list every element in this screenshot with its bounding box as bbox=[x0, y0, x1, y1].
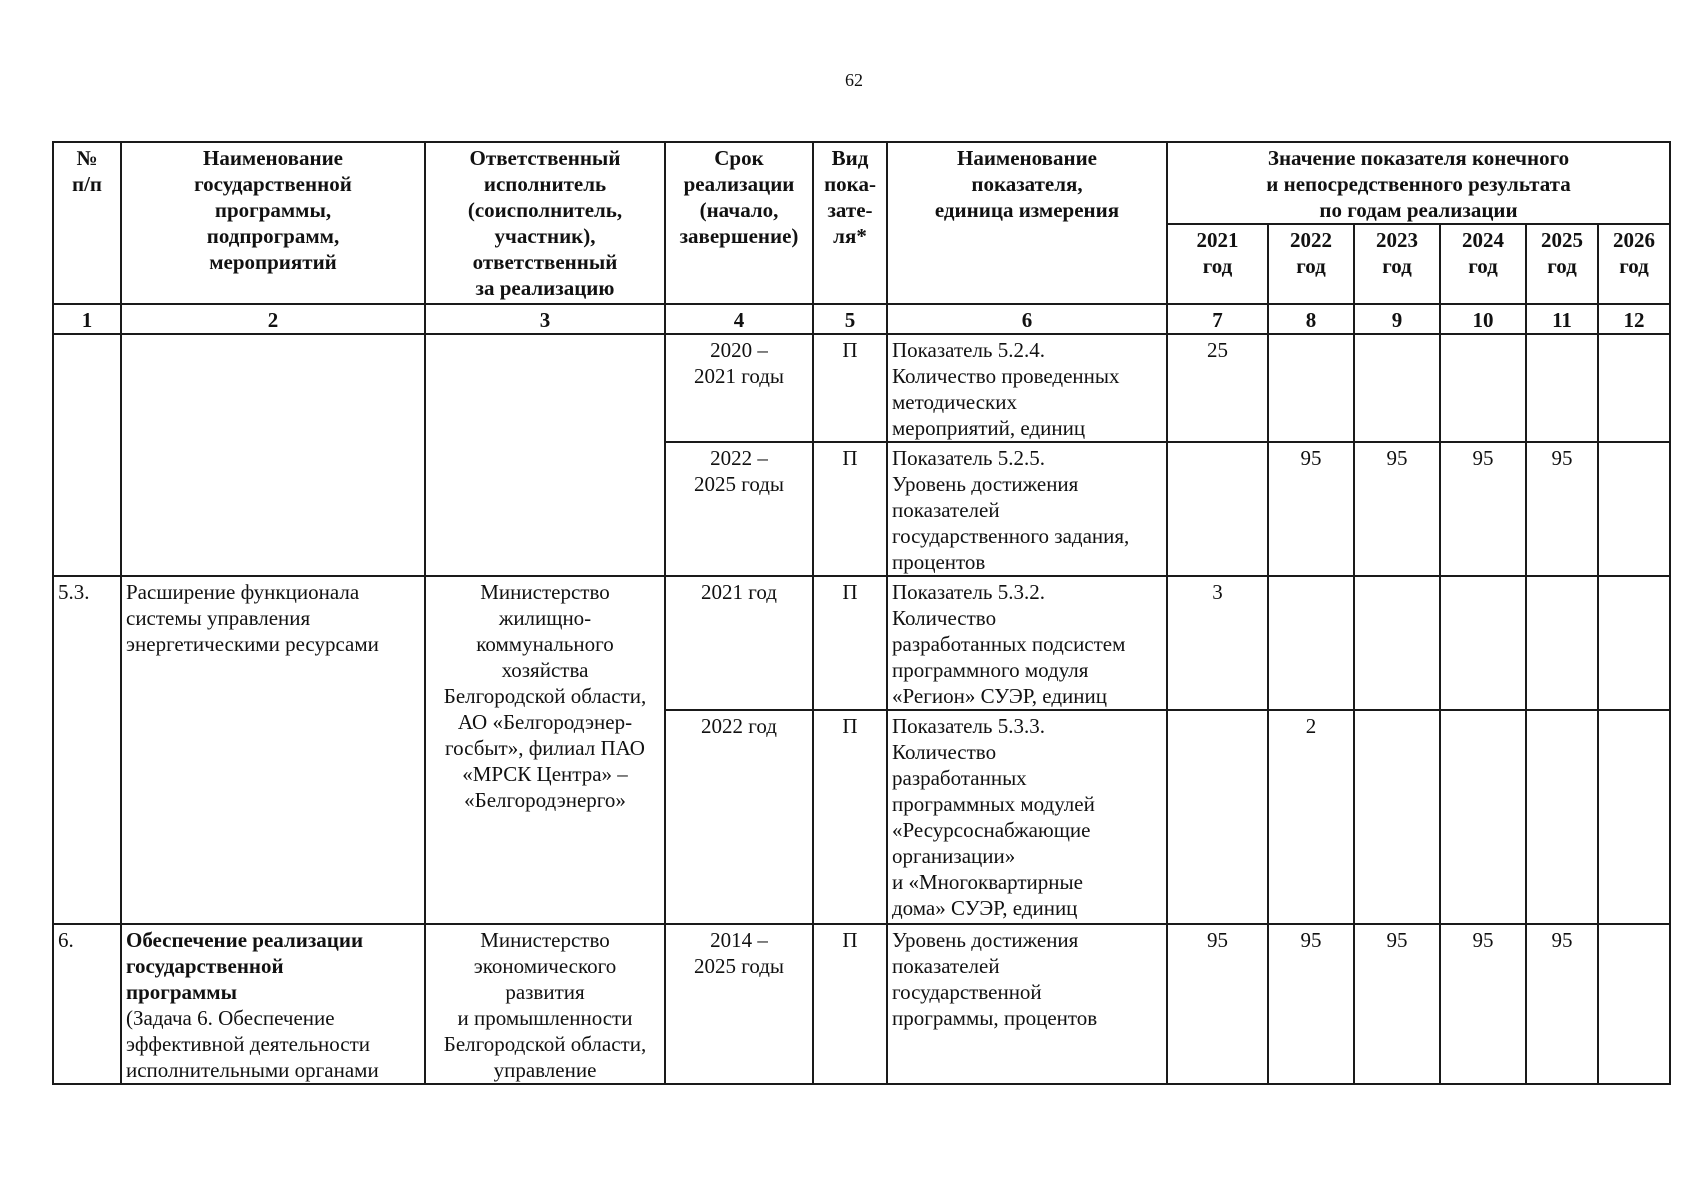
cell-indicator-type: П bbox=[813, 576, 887, 710]
cell-term: 2014 – 2025 годы bbox=[665, 924, 813, 1084]
cell-indicator-type: П bbox=[813, 924, 887, 1084]
cell-value-2025 bbox=[1526, 710, 1598, 924]
header-program-name: Наименование государственной программы, подпрограмм, мероприятий bbox=[121, 142, 425, 304]
column-number: 8 bbox=[1268, 304, 1354, 334]
header-year: 2021 год bbox=[1167, 224, 1268, 304]
cell-indicator-type: П bbox=[813, 710, 887, 924]
cell-responsible: Министерство экономического развития и промышленности Белгородской области, управление bbox=[425, 924, 665, 1084]
table-row bbox=[53, 924, 1670, 1084]
cell-value-2026 bbox=[1598, 710, 1670, 924]
column-number: 6 bbox=[887, 304, 1167, 334]
cell-value-2021: 3 bbox=[1167, 576, 1268, 710]
header-year: 2023 год bbox=[1354, 224, 1440, 304]
cell-value-2022 bbox=[1268, 576, 1354, 710]
cell-value-2024 bbox=[1440, 576, 1526, 710]
column-number: 12 bbox=[1598, 304, 1670, 334]
cell-value-2024 bbox=[1440, 334, 1526, 442]
cell-program-name bbox=[121, 924, 425, 1084]
cell-value-2024: 95 bbox=[1440, 442, 1526, 576]
cell-value-2022 bbox=[1268, 334, 1354, 442]
header-year: 2024 год bbox=[1440, 224, 1526, 304]
cell-value-2026 bbox=[1598, 334, 1670, 442]
cell-value-2023 bbox=[1354, 334, 1440, 442]
cell-value-2022: 95 bbox=[1268, 442, 1354, 576]
column-number-row bbox=[53, 304, 1670, 334]
column-number: 9 bbox=[1354, 304, 1440, 334]
cell-value-2026 bbox=[1598, 442, 1670, 576]
table-header-row bbox=[53, 142, 1670, 224]
cell-value-2026 bbox=[1598, 576, 1670, 710]
cell-value-2025 bbox=[1526, 334, 1598, 442]
cell-value-2024: 95 bbox=[1440, 924, 1526, 1084]
cell-term: 2020 – 2021 годы bbox=[665, 334, 813, 442]
header-indicator-type: Вид пока- зате- ля* bbox=[813, 142, 887, 304]
cell-term: 2021 год bbox=[665, 576, 813, 710]
column-number: 2 bbox=[121, 304, 425, 334]
cell-indicator-name: Уровень достижения показателей государственной программы, процентов bbox=[887, 924, 1167, 1084]
column-number: 1 bbox=[53, 304, 121, 334]
column-number: 7 bbox=[1167, 304, 1268, 334]
cell-responsible: Министерство жилищно- коммунального хозяйства Белгородской области, АО «Белгородэнер- госбыт», филиал ПАО «МРСК Центра» – «Белгородэнерго» bbox=[425, 576, 665, 924]
cell-program-name bbox=[121, 334, 425, 576]
cell-value-2023: 95 bbox=[1354, 442, 1440, 576]
cell-term: 2022 – 2025 годы bbox=[665, 442, 813, 576]
cell-indicator-name: Показатель 5.3.2. Количество разработанных подсистем программного модуля «Регион» СУЭР, единиц bbox=[887, 576, 1167, 710]
cell-num bbox=[53, 334, 121, 576]
cell-indicator-type: П bbox=[813, 442, 887, 576]
cell-value-2025: 95 bbox=[1526, 924, 1598, 1084]
cell-value-2021: 95 bbox=[1167, 924, 1268, 1084]
header-responsible: Ответственный исполнитель (соисполнитель, участник), ответственный за реализацию bbox=[425, 142, 665, 304]
header-year: 2022 год bbox=[1268, 224, 1354, 304]
header-indicator-name: Наименование показателя, единица измерения bbox=[887, 142, 1167, 304]
program-name-bold: Обеспечение реализации государственной программы bbox=[126, 928, 364, 1004]
program-name-task: (Задача 6. Обеспечение эффективной деятельности исполнительными органами bbox=[126, 1006, 379, 1082]
column-number: 11 bbox=[1526, 304, 1598, 334]
cell-value-2022: 2 bbox=[1268, 710, 1354, 924]
cell-value-2022: 95 bbox=[1268, 924, 1354, 1084]
table-row bbox=[53, 576, 1670, 710]
header-num: № п/п bbox=[53, 142, 121, 304]
cell-num: 6. bbox=[53, 924, 121, 1084]
cell-value-2024 bbox=[1440, 710, 1526, 924]
cell-indicator-name: Показатель 5.3.3. Количество разработанных программных модулей «Ресурсоснабжающие организации» и «Многоквартирные дома» СУЭР, единиц bbox=[887, 710, 1167, 924]
cell-value-2025: 95 bbox=[1526, 442, 1598, 576]
column-number: 4 bbox=[665, 304, 813, 334]
header-values: Значение показателя конечного и непосредственного результата по годам реализации bbox=[1167, 142, 1670, 224]
cell-term: 2022 год bbox=[665, 710, 813, 924]
header-term: Срок реализации (начало, завершение) bbox=[665, 142, 813, 304]
cell-value-2021 bbox=[1167, 442, 1268, 576]
cell-responsible bbox=[425, 334, 665, 576]
cell-value-2023 bbox=[1354, 576, 1440, 710]
cell-value-2023 bbox=[1354, 710, 1440, 924]
table-row bbox=[53, 334, 1670, 442]
header-year: 2025 год bbox=[1526, 224, 1598, 304]
cell-indicator-type: П bbox=[813, 334, 887, 442]
header-year: 2026 год bbox=[1598, 224, 1670, 304]
cell-num: 5.3. bbox=[53, 576, 121, 924]
column-number: 10 bbox=[1440, 304, 1526, 334]
column-number: 5 bbox=[813, 304, 887, 334]
indicators-table bbox=[52, 141, 1671, 1085]
cell-value-2021: 25 bbox=[1167, 334, 1268, 442]
page-number: 62 bbox=[845, 70, 863, 90]
cell-value-2026 bbox=[1598, 924, 1670, 1084]
column-number: 3 bbox=[425, 304, 665, 334]
cell-program-name: Расширение функционала системы управления энергетическими ресурсами bbox=[121, 576, 425, 924]
cell-indicator-name: Показатель 5.2.5. Уровень достижения показателей государственного задания, процентов bbox=[887, 442, 1167, 576]
cell-value-2025 bbox=[1526, 576, 1598, 710]
cell-value-2023: 95 bbox=[1354, 924, 1440, 1084]
cell-indicator-name: Показатель 5.2.4. Количество проведенных методических мероприятий, единиц bbox=[887, 334, 1167, 442]
cell-value-2021 bbox=[1167, 710, 1268, 924]
